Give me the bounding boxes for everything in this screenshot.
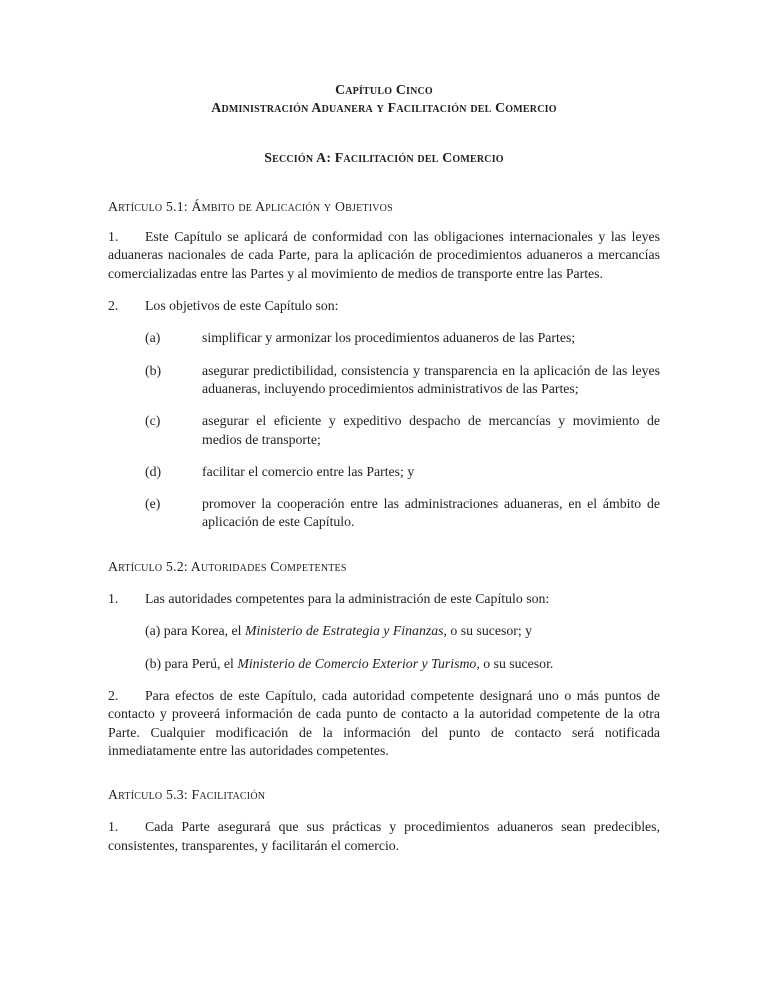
chapter-title-line2: Administración Aduanera y Facilitación del Comercio [211,100,557,116]
subparagraph-text: , o su sucesor. [476,655,554,671]
article-5-1-heading: Artículo 5.1: Ámbito de Aplicación y Objetivos [108,198,393,214]
paragraph-text: Las autoridades competentes para la administración de este Capítulo son: [145,591,550,607]
list-item-label: (e) [145,496,161,512]
article-5-2 [108,558,660,760]
article-5-1 [108,198,660,532]
list-item-label: (b) [145,362,162,378]
article-5-1-paragraph-1 [108,228,660,283]
list-item-label: (c) [145,413,161,429]
list-item-text: simplificar y armonizar los procedimientos aduaneros de las Partes; [202,330,576,346]
paragraph-text: Este Capítulo se aplicará de conformidad con las obligaciones internacionales y las leyes aduaneras nacionales de cada Parte, para la aplicación de procedimientos aduaneros a mercancías comercializadas entre las Partes y al movimiento de medios de transporte entre las Partes. [108,229,660,281]
article-5-2-heading: Artículo 5.2: Autoridades Competentes [108,558,347,574]
article-5-2-paragraph-2 [108,687,660,760]
paragraph-text: Cada Parte asegurará que sus prácticas y procedimientos aduaneros sean predecibles, consistentes, transparentes, y facilitarán el comercio. [108,819,660,853]
paragraph-number: 1. [108,229,119,245]
article-5-1-paragraph-2 [108,297,660,315]
list-item-e [145,495,660,532]
list-item-b [145,362,660,399]
list-item-d [145,463,660,481]
article-5-3-paragraph-1 [108,818,660,855]
paragraph-text: Para efectos de este Capítulo, cada autoridad competente designará uno o más puntos de contacto y proveerá información de cada punto de contacto a la autoridad competente de la otra Parte. Cualquier modificación de la información del punto de contacto será notificada inmediatamente entre las autoridades competentes. [108,687,660,758]
chapter-title-line1: Capítulo Cinco [335,82,433,97]
list-item-text: asegurar el eficiente y expeditivo despacho de mercancías y movimiento de medios de transporte; [202,413,660,447]
paragraph-number: 2. [108,687,119,703]
ministry-name-korea: Ministerio de Estrategia y Finanzas [244,623,444,639]
article-5-3 [108,786,660,855]
list-item-text: promover la cooperación entre las administraciones aduaneras, en el ámbito de aplicación de este Capítulo. [202,496,660,530]
list-item-text: asegurar predictibilidad, consistencia y transparencia en la aplicación de las leyes aduaneras, incluyendo procedimientos administrativos de las Partes; [202,362,660,396]
article-5-2-paragraph-1 [108,590,660,608]
article-5-3-heading: Artículo 5.3: Facilitación [108,787,266,803]
subparagraph-text: (a) para Korea, el [145,623,245,639]
paragraph-text: Los objetivos de este Capítulo son: [145,298,339,314]
list-item-label: (d) [145,463,162,479]
subparagraph-text: (b) para Perú, el [145,655,238,671]
list-item-label: (a) [145,330,161,346]
ministry-name-peru: Ministerio de Comercio Exterior y Turismo [237,655,477,671]
list-item-text: facilitar el comercio entre las Partes; y [202,463,415,479]
paragraph-number: 1. [108,591,119,607]
article-5-2-subparagraph-a [145,622,660,640]
list-item-a [145,329,660,347]
section-title: Sección A: Facilitación del Comercio [264,149,504,165]
paragraph-number: 2. [108,298,119,314]
paragraph-number: 1. [108,819,119,835]
article-5-2-subparagraph-b [145,655,660,673]
subparagraph-text: , o su sucesor; y [443,623,533,639]
list-item-c [145,412,660,449]
